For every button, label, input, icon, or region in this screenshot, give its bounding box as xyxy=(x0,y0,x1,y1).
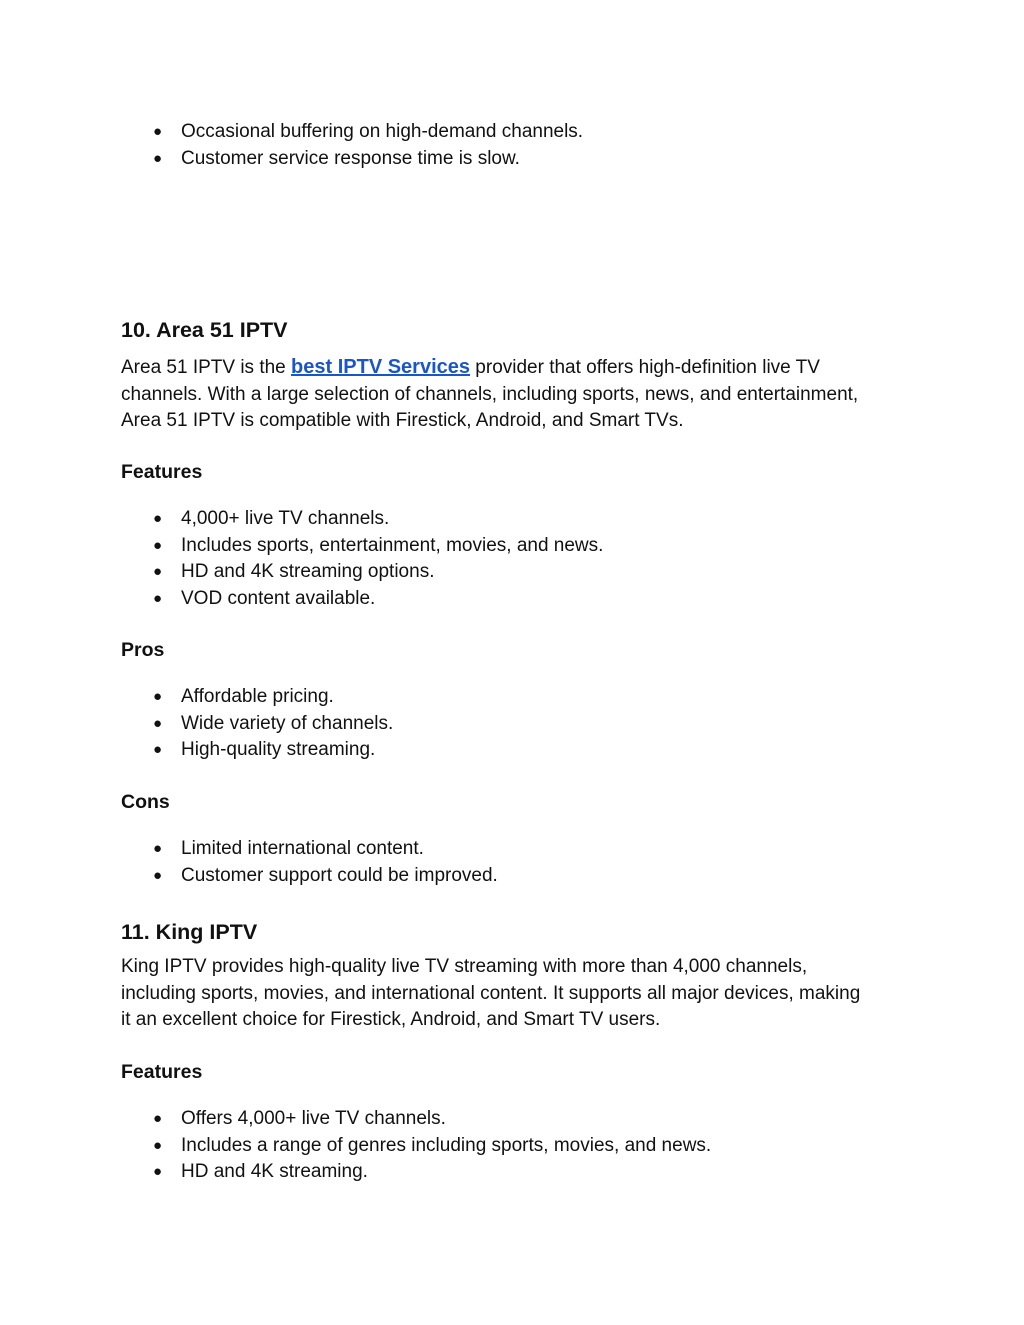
bullet-icon: ● xyxy=(153,866,163,884)
list-item: ● Includes sports, entertainment, movies, and news. xyxy=(0,533,603,560)
bullet-icon: ● xyxy=(153,589,163,607)
pros-heading: Pros xyxy=(121,639,165,661)
list-item: ● VOD content available. xyxy=(0,586,603,613)
list-item: ● Customer service response time is slow. xyxy=(0,146,583,173)
list-item: ● Limited international content. xyxy=(0,836,498,863)
bullet-icon: ● xyxy=(153,536,163,554)
bullet-icon: ● xyxy=(153,563,163,580)
bullet-icon: ● xyxy=(153,510,163,527)
features-list xyxy=(0,506,603,612)
section-intro-king-iptv xyxy=(121,954,921,1034)
intro-line: King IPTV provides high-quality live TV streaming with more than 4,000 channels, xyxy=(121,956,808,977)
list-item: ● High-quality streaming. xyxy=(0,737,393,764)
best-iptv-services-link[interactable]: best IPTV Services xyxy=(291,356,471,378)
list-item: ● 4,000+ live TV channels. xyxy=(0,506,603,533)
list-item: ● Customer support could be improved. xyxy=(0,863,498,890)
bullet-icon: ● xyxy=(153,1136,163,1154)
features-heading: Features xyxy=(121,1061,203,1083)
intro-line: including sports, movies, and international content. It supports all major devices, making xyxy=(121,982,861,1004)
intro-line: channels. With a large selection of channels, including sports, news, and entertainment, xyxy=(121,383,859,405)
cons-list xyxy=(0,836,498,889)
bullet-icon: ● xyxy=(153,688,163,705)
list-item: ● HD and 4K streaming. xyxy=(0,1159,711,1186)
cons-list-previous xyxy=(0,119,583,172)
bullet-icon: ● xyxy=(153,1163,163,1180)
bullet-icon: ● xyxy=(153,714,163,732)
list-item: ● Affordable pricing. xyxy=(0,684,393,711)
intro-line: Area 51 IPTV is compatible with Firestick, Android, and Smart TVs. xyxy=(121,410,684,431)
list-item: ● Occasional buffering on high-demand channels. xyxy=(0,119,583,146)
intro-line: it an excellent choice for Firestick, Android, and Smart TV users. xyxy=(121,1009,661,1030)
bullet-icon: ● xyxy=(153,840,163,857)
list-item: ● Offers 4,000+ live TV channels. xyxy=(0,1106,711,1133)
list-item: ● Includes a range of genres including sports, movies, and news. xyxy=(0,1133,711,1160)
section-intro-area51 xyxy=(121,354,921,435)
list-item: ● HD and 4K streaming options. xyxy=(0,559,603,586)
section-heading-king-iptv: 11. King IPTV xyxy=(121,920,258,944)
features-list xyxy=(0,1106,711,1186)
features-heading: Features xyxy=(121,461,203,483)
cons-heading: Cons xyxy=(121,791,170,813)
section-heading-area51: 10. Area 51 IPTV xyxy=(121,318,288,342)
pros-list xyxy=(0,684,393,764)
bullet-icon: ● xyxy=(153,149,163,167)
list-item: ● Wide variety of channels. xyxy=(0,711,393,738)
intro-line: Area 51 IPTV is the best IPTV Services provider that offers high-definition live TV xyxy=(121,356,820,378)
bullet-icon: ● xyxy=(153,123,163,140)
bullet-icon: ● xyxy=(153,741,163,758)
bullet-icon: ● xyxy=(153,1110,163,1127)
